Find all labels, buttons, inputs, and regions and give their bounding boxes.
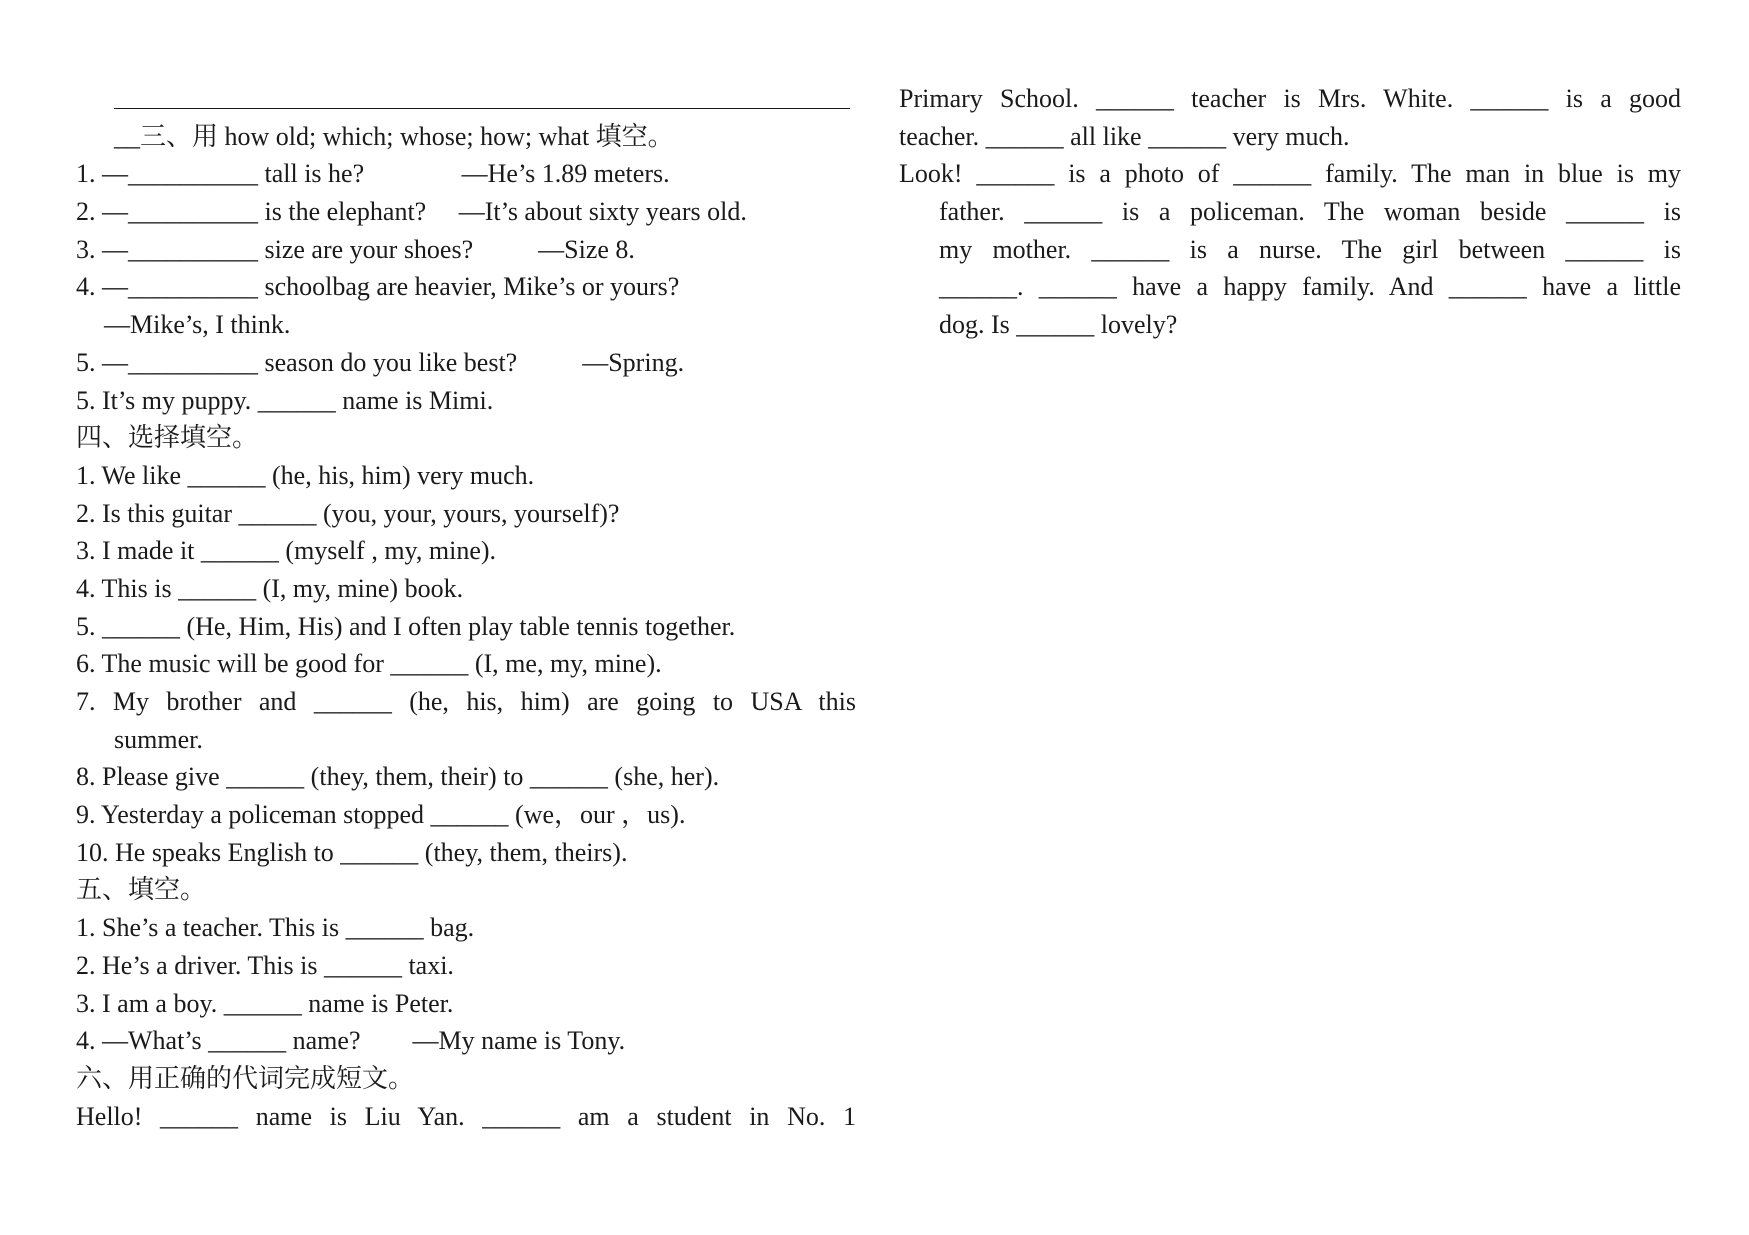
- right-column: [899, 80, 1681, 344]
- passage-line-7: ______. ______ have a happy family. And ______ have a little: [939, 272, 1681, 302]
- top-answer-rule: [76, 80, 856, 118]
- section4-item-8: 8. Please give ______ (they, them, their) to ______ (she, her).: [76, 762, 720, 792]
- section5-item-2: 2. He’s a driver. This is ______ taxi.: [76, 950, 454, 980]
- section4-item-10: 10. He speaks English to ______ (they, them, theirs).: [76, 837, 628, 867]
- section4-item-9: 9. Yesterday a policeman stopped ______ (we，our ，us).: [76, 800, 686, 830]
- section4-item-4: 4. This is ______ (I, my, mine) book.: [76, 573, 464, 603]
- section3-item-5: 5. —__________ season do you like best? —Spring.: [76, 347, 685, 377]
- passage-line-6: my mother. ______ is a nurse. The girl between ______ is: [939, 234, 1681, 264]
- section3-item-4: 4. —__________ schoolbag are heavier, Mike’s or yours?: [76, 272, 680, 302]
- section5-heading: 五、填空。: [76, 875, 207, 905]
- passage-line-5: father. ______ is a policeman. The woman beside ______ is: [939, 197, 1681, 227]
- section6-heading: 六、用正确的代词完成短文。: [76, 1063, 415, 1093]
- section4-item-7: 7. My brother and ______ (he, his, him) are going to USA this: [76, 687, 856, 716]
- section3-item-3: 3. —__________ size are your shoes? —Size 8.: [76, 234, 635, 264]
- section4-heading: 四、选择填空。: [76, 423, 259, 453]
- section4-item-7-cont: summer.: [114, 724, 203, 754]
- section4-item-5: 5. ______ (He, Him, His) and I often play table tennis together.: [76, 611, 736, 641]
- section3-item-2: 2. —__________ is the elephant? —It’s about sixty years old.: [76, 197, 747, 227]
- left-column: [76, 80, 856, 1135]
- passage-line-8: dog. Is ______ lovely?: [939, 310, 1178, 340]
- section4-item-6: 6. The music will be good for ______ (I, me, my, mine).: [76, 649, 662, 679]
- passage-line-2: Primary School. ______ teacher is Mrs. White. ______ is a good: [899, 84, 1681, 113]
- section4-item-1: 1. We like ______ (he, his, him) very much.: [76, 460, 535, 490]
- section5-item-1: 1. She’s a teacher. This is ______ bag.: [76, 913, 475, 943]
- section6-passage-line-1: Hello! ______ name is Liu Yan. ______ am a student in No. 1: [76, 1101, 856, 1131]
- section3-heading: __三、用 how old; which; whose; how; what 填空。: [114, 121, 674, 151]
- section5-item-3: 3. I am a boy. ______ name is Peter.: [76, 988, 454, 1018]
- passage-line-4: Look! ______ is a photo of ______ family. The man in blue is my: [899, 159, 1681, 189]
- section5-item-4: 4. —What’s ______ name? —My name is Tony.: [76, 1026, 626, 1056]
- passage-line-3: teacher. ______ all like ______ very much.: [899, 121, 1350, 151]
- section3-item-6: 5. It’s my puppy. ______ name is Mimi.: [76, 385, 494, 415]
- section4-item-3: 3. I made it ______ (myself , my, mine).: [76, 536, 497, 566]
- section3-item-4-answer: —Mike’s, I think.: [104, 310, 291, 340]
- section4-item-2: 2. Is this guitar ______ (you, your, yours, yourself)?: [76, 498, 620, 528]
- answer-rule: [114, 108, 850, 109]
- section3-item-1: 1. —__________ tall is he? —He’s 1.89 meters.: [76, 159, 670, 189]
